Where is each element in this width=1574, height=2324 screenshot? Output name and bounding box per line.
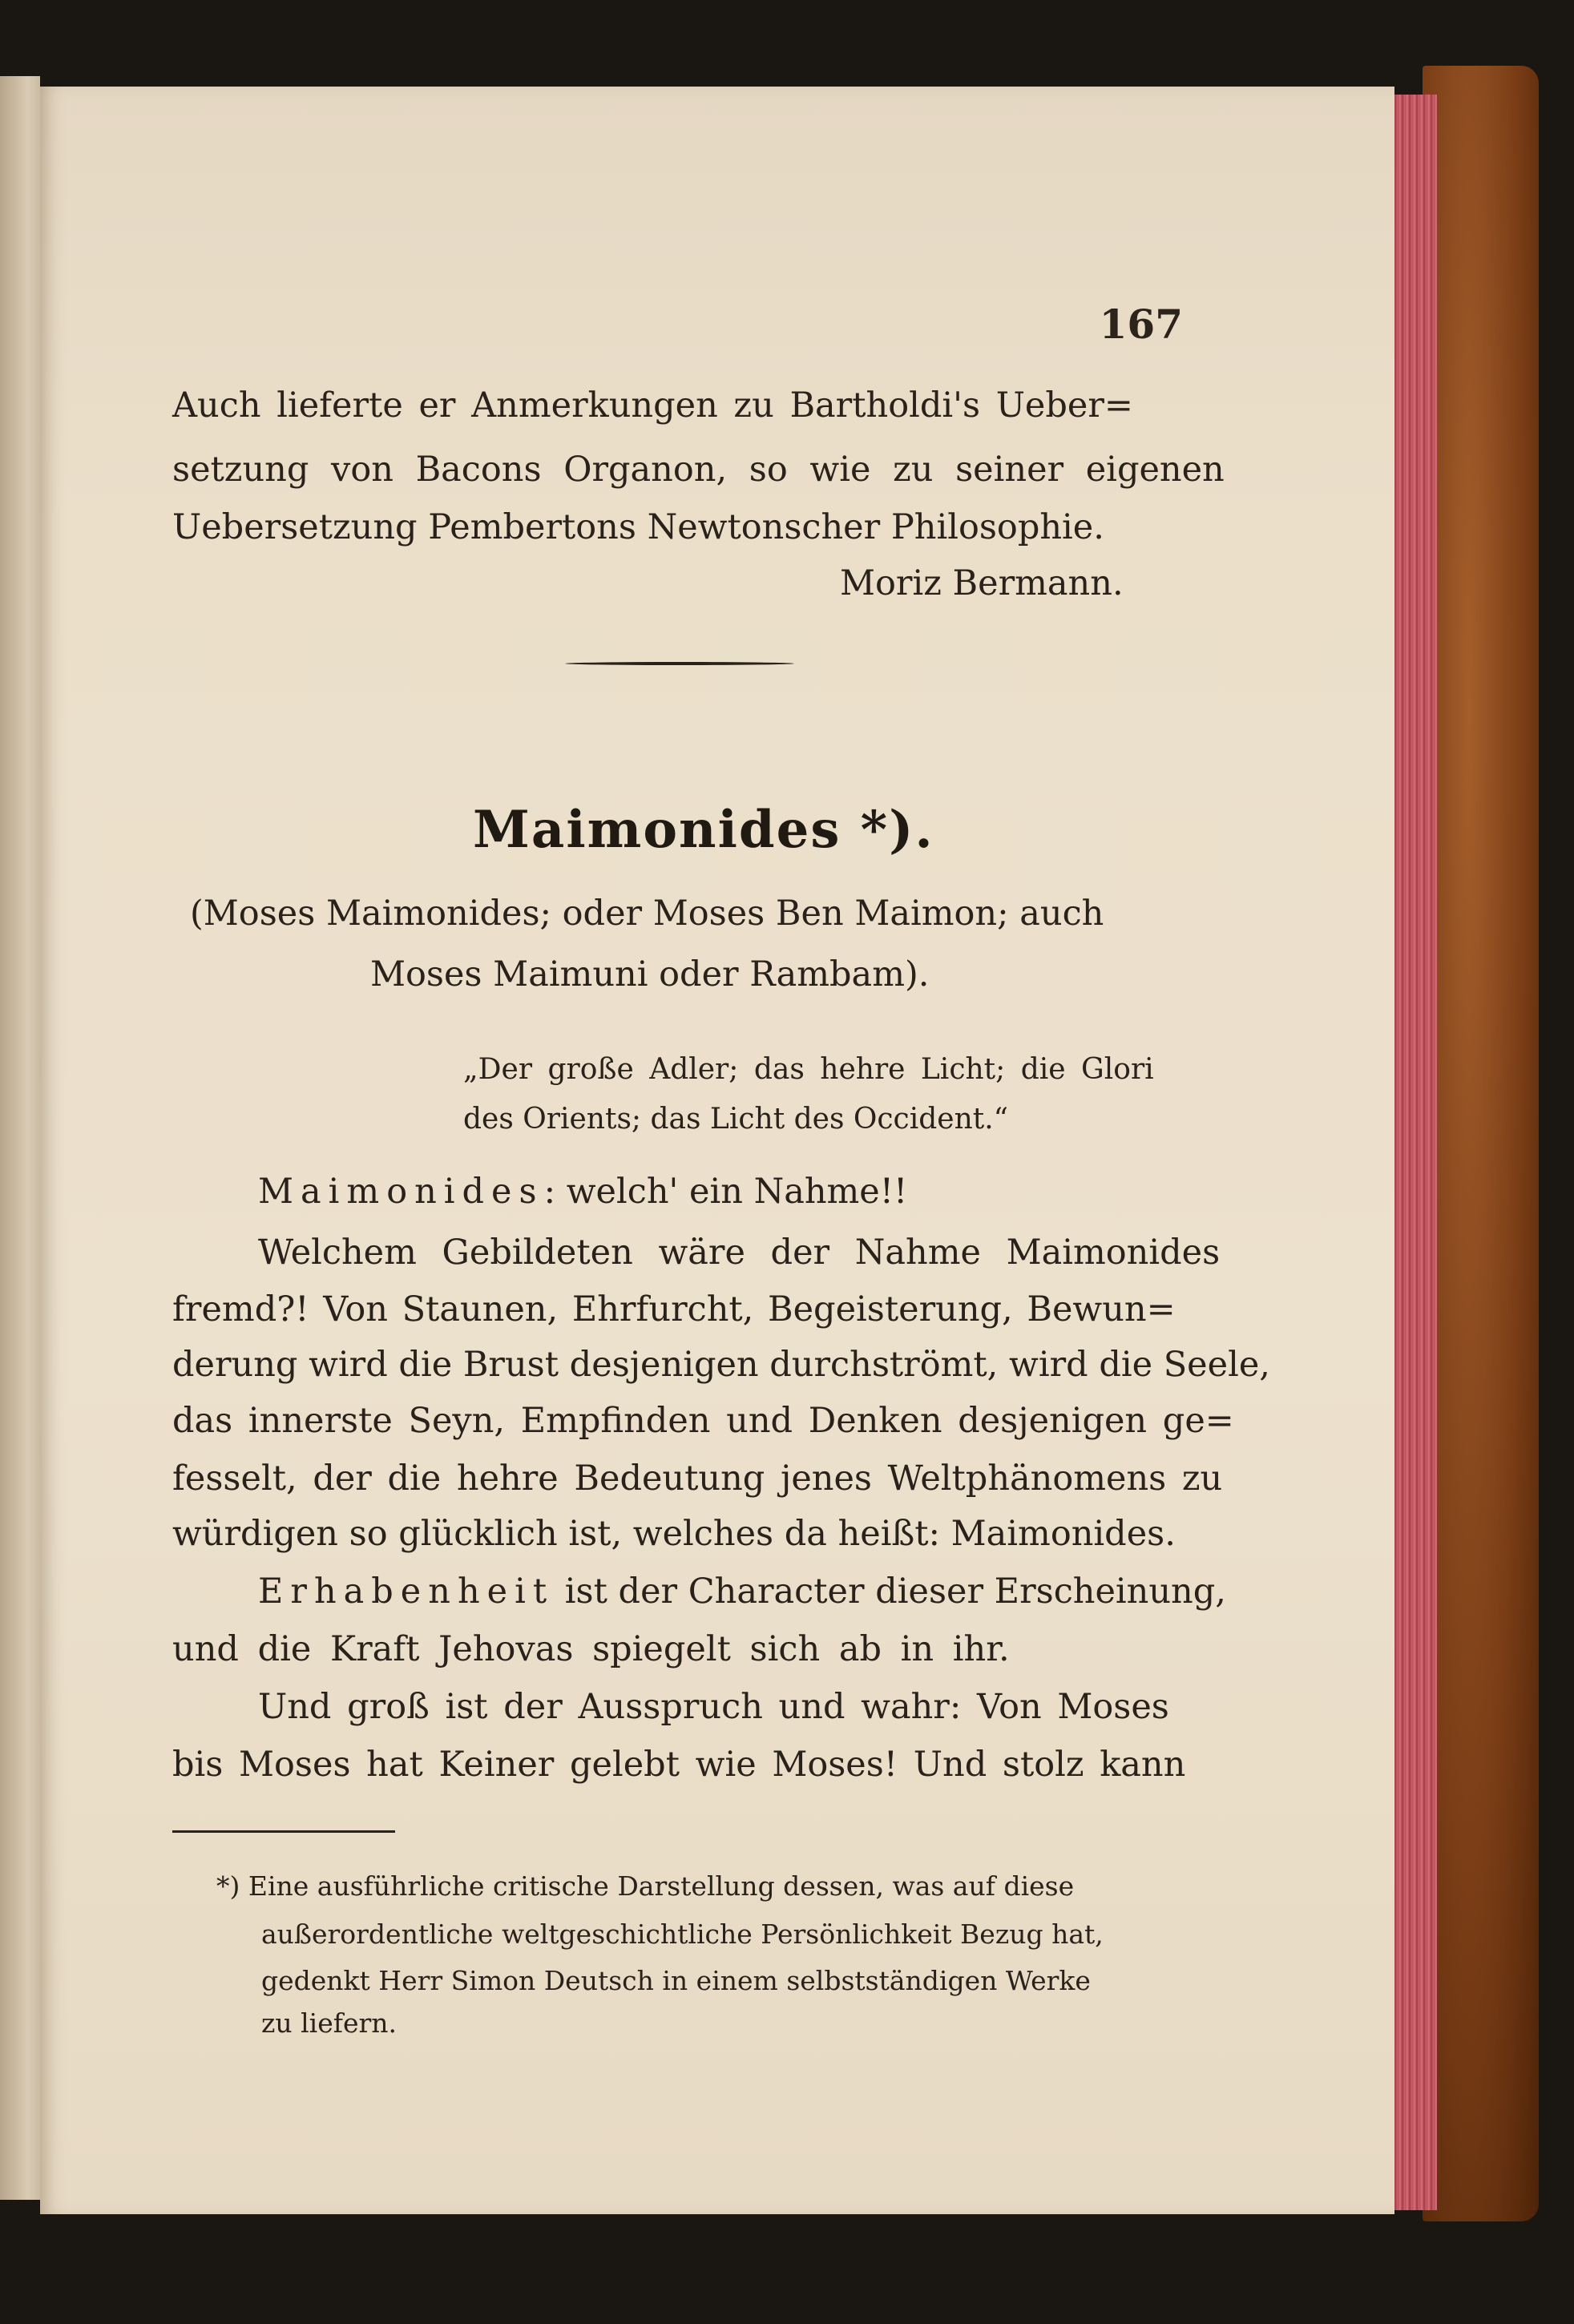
intro-line: Auch lieferte er Anmerkungen zu Bartholdi's Ueber= <box>172 385 1133 426</box>
body-line: würdigen so glücklich ist, welches da heißt: Maimonides. <box>172 1514 1176 1554</box>
body-line: Welchem Gebildeten wäre der Nahme Maimonides <box>258 1233 1221 1273</box>
intro-line: setzung von Bacons Organon, so wie zu seiner eigenen <box>172 450 1225 490</box>
body-line: und die Kraft Jehovas spiegelt sich ab in ihr. <box>172 1629 1010 1669</box>
body-line: derung wird die Brust desjenigen durchströmt, wird die Seele, <box>172 1345 1270 1385</box>
body-line: bis Moses hat Keiner gelebt wie Moses! Und stolz kann <box>172 1745 1186 1785</box>
body-line: Und groß ist der Ausspruch und wahr: Von Moses <box>258 1687 1169 1727</box>
footnote-line: gedenkt Herr Simon Deutsch in einem selbstständigen Werke <box>261 1965 1091 1996</box>
book-cover <box>1423 66 1539 2221</box>
section-divider <box>565 662 794 665</box>
body-line <box>258 1567 1226 1616</box>
page-edges <box>1390 95 1437 2210</box>
intro-line: Uebersetzung Pembertons Newtonscher Philosophie. <box>172 507 1104 547</box>
spaced-word: Maimonides <box>258 1172 544 1212</box>
subtitle-line: Moses Maimuni oder Rambam). <box>370 954 930 995</box>
article-title: Maimonides *). <box>473 800 934 860</box>
epigraph-line: des Orients; das Licht des Occident.“ <box>463 1103 1009 1136</box>
footnote-line: zu liefern. <box>261 2007 398 2039</box>
body-line: fremd?! Von Staunen, Ehrfurcht, Begeisterung, Bewun= <box>172 1289 1176 1329</box>
spaced-word: Erhabenheit <box>258 1572 555 1612</box>
body-line <box>258 1168 907 1216</box>
subtitle-line: (Moses Maimonides; oder Moses Ben Maimon; auch <box>190 894 1104 934</box>
footnote-rule <box>172 1830 395 1833</box>
author-signature: Moriz Bermann. <box>840 563 1124 603</box>
body-text: : welch' ein Nahme!! <box>543 1172 908 1212</box>
epigraph-line: „Der große Adler; das hehre Licht; die Glori <box>463 1053 1154 1086</box>
footnote-line: *) Eine ausführliche critische Darstellung dessen, was auf diese <box>216 1870 1075 1902</box>
body-line: fesselt, der die hehre Bedeutung jenes Weltphänomens zu <box>172 1459 1223 1499</box>
footnote-line: außerordentliche weltgeschichtliche Persönlichkeit Bezug hat, <box>261 1919 1104 1950</box>
body-line: das innerste Seyn, Empfinden und Denken desjenigen ge= <box>172 1401 1234 1441</box>
page-number: 167 <box>1099 301 1183 348</box>
left-page-edge <box>0 76 40 2200</box>
body-text: ist der Character dieser Erscheinung, <box>554 1572 1226 1612</box>
